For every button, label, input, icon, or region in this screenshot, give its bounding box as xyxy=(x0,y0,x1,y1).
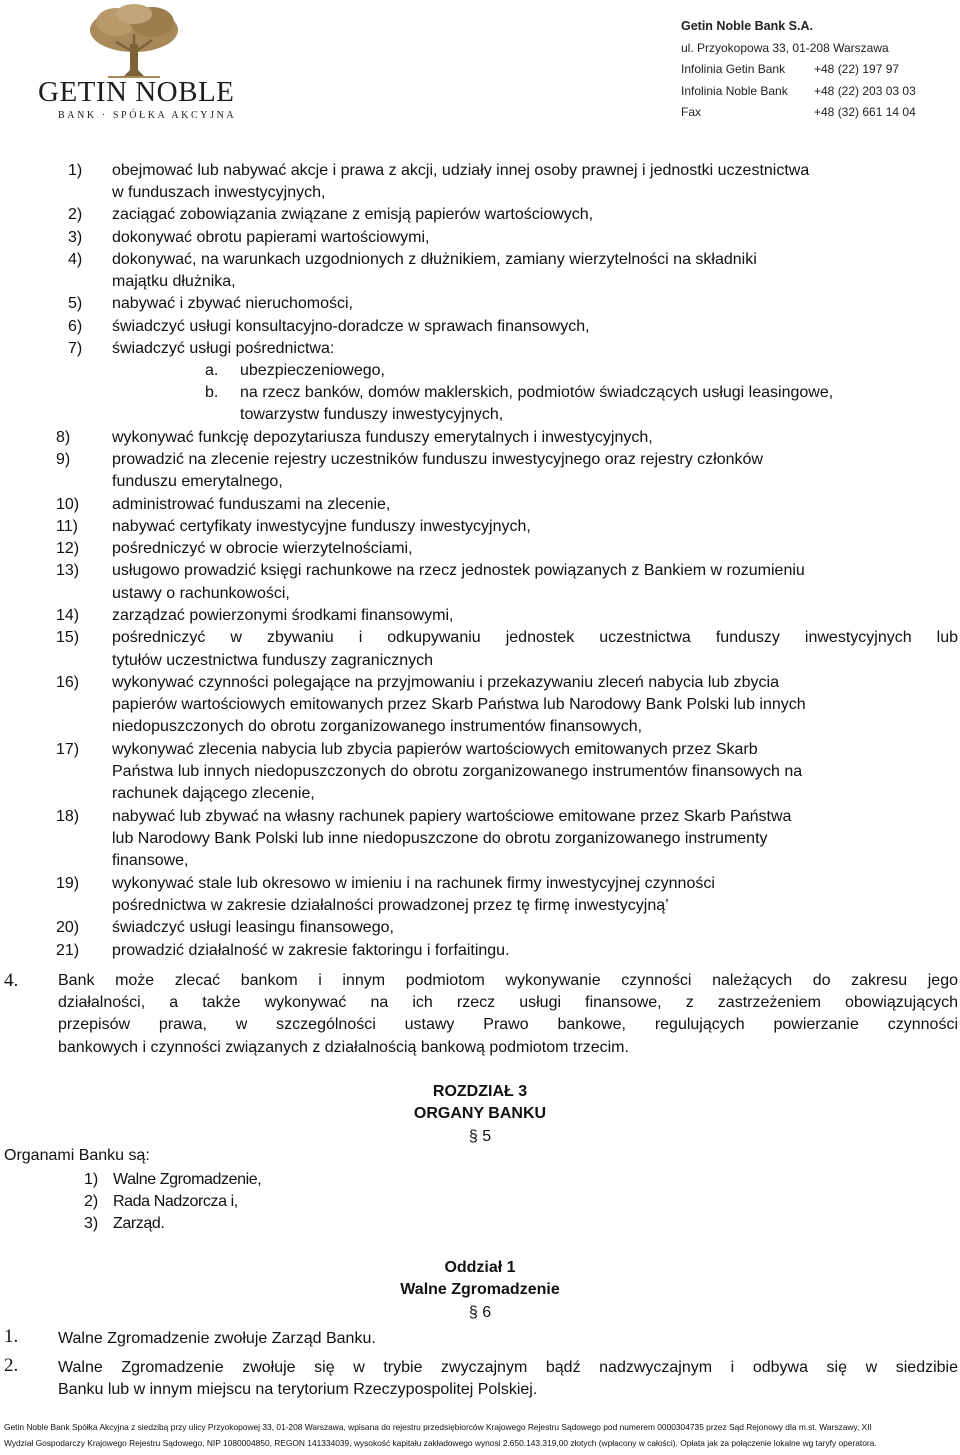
list-item-number: 2) xyxy=(68,206,83,223)
list-item-number: 20) xyxy=(56,919,80,936)
list-item-text: w funduszach inwestycyjnych, xyxy=(112,184,326,201)
list-item-text: niedopuszczonych do obrotu zorganizowanego instrumentów finansowych, xyxy=(112,718,643,735)
list-item-text: pośrednictwa w zakresie działalności prowadzonej przez tę firmę inwestycyjną’ xyxy=(112,897,669,914)
list-item-text: wykonywać funkcję depozytariusza funduszy emerytalnych i inwestycyjnych, xyxy=(112,429,653,446)
list-item-text: pośredniczyć w obrocie wierzytelnościami, xyxy=(112,540,413,557)
list-item-text: papierów wartościowych emitowanych przez Skarb Państwa lub Narodowy Bank Polski lub innych xyxy=(112,696,806,713)
sublist-item-text: ubezpieczeniowego, xyxy=(240,362,385,379)
list-item-number: 14) xyxy=(56,607,80,624)
company-name: Getin Noble Bank S.A. xyxy=(681,19,813,33)
section-number: § 5 xyxy=(468,1128,492,1145)
list-item-text: prowadzić na zlecenie rejestry uczestników funduszu inwestycyjnego oraz rejestry członków xyxy=(112,451,763,468)
sublist-item-text: towarzystw funduszy inwestycyjnych, xyxy=(240,406,504,423)
list-item-number: 9) xyxy=(56,451,71,468)
paragraph-text: Walne Zgromadzenie zwołuje Zarząd Banku. xyxy=(58,1330,376,1347)
paragraph-number: 4. xyxy=(4,970,19,991)
division-subtitle: Walne Zgromadzenie xyxy=(400,1281,560,1298)
chapter-title: ROZDZIAŁ 3 xyxy=(432,1083,528,1100)
oak-tree-logo-icon xyxy=(86,4,182,80)
logo-wordmark: GETIN NOBLE xyxy=(38,76,235,108)
organ-name: Rada Nadzorcza i, xyxy=(113,1193,238,1210)
paragraph-text: Bank może zlecać bankom i innym podmiotom wykonywanie czynności należących do zakresu jego xyxy=(58,972,958,989)
list-item-number: 15) xyxy=(56,629,80,646)
organ-number: 1) xyxy=(84,1171,99,1188)
list-item-text: świadczyć usługi konsultacyjno-doradcze w sprawach finansowych, xyxy=(112,318,590,335)
list-item-text: pośredniczyć w zbywaniu i odkupywaniu jednostek uczestnictwa funduszy inwestycyjnych lub xyxy=(112,629,958,646)
organ-number: 2) xyxy=(84,1193,99,1210)
paragraph-number: 2. xyxy=(4,1355,19,1376)
sublist-item-letter: a. xyxy=(205,362,219,379)
list-item-number: 11) xyxy=(56,518,78,535)
contact-row xyxy=(681,102,916,124)
list-item-text: prowadzić działalność w zakresie faktoringu i forfaitingu. xyxy=(112,942,510,959)
list-item-text: dokonywać obrotu papierami wartościowymi, xyxy=(112,229,430,246)
list-item-text: Państwa lub innych niedopuszczonych do obrotu zorganizowanego instrumentów finansowych na xyxy=(112,763,803,780)
contact-value: +48 (22) 197 97 xyxy=(814,62,900,76)
organs-intro: Organami Banku są: xyxy=(4,1147,150,1164)
company-address: ul. Przyokopowa 33, 01-208 Warszawa xyxy=(681,40,889,55)
footer-line: Getin Noble Bank Spółka Akcyjna z siedzibą przy ulicy Przyokopowej 33, 01-208 Warszawa, wpisana do rejestru przedsiębiorców Krajowego Rejestru Sądowego pod numerem 0000304735 przez Sąd Rejonowy dla m.st. Warszawy, XII xyxy=(4,1422,872,1432)
logo-tagline: BANK · SPÓŁKA AKCYJNA xyxy=(58,110,237,121)
list-item-text: dokonywać, na warunkach uzgodnionych z dłużnikiem, zamiany wierzytelności na składniki xyxy=(112,251,757,268)
paragraph-number: 1. xyxy=(4,1326,19,1347)
paragraph-text: Banku lub w innym miejscu na terytorium Rzeczypospolitej Polskiej. xyxy=(58,1381,538,1398)
division-title: Oddział 1 xyxy=(444,1259,516,1276)
list-item-number: 21) xyxy=(56,942,80,959)
list-item-number: 1) xyxy=(68,162,83,179)
contact-label: Infolinia Noble Bank xyxy=(681,83,788,98)
list-item-text: nabywać lub zbywać na własny rachunek papiery wartościowe emitowane przez Skarb Państwa xyxy=(112,808,792,825)
organ-number: 3) xyxy=(84,1215,99,1232)
list-item-text: rachunek dającego zlecenie, xyxy=(112,785,315,802)
contact-label: Fax xyxy=(681,105,702,119)
list-item-text: wykonywać stale lub okresowo w imieniu i na rachunek firmy inwestycyjnej czynności xyxy=(112,875,715,892)
list-item-number: 17) xyxy=(56,741,80,758)
organ-name: Zarząd. xyxy=(113,1215,165,1232)
paragraph-text: bankowych i czynności związanych z działalnością bankową podmiotom trzecim. xyxy=(58,1039,629,1056)
company-address-block xyxy=(681,16,916,124)
contact-value: +48 (22) 203 03 03 xyxy=(814,83,916,98)
list-item-text: świadczyć usługi leasingu finansowego, xyxy=(112,919,394,936)
contact-label: Infolinia Getin Bank xyxy=(681,62,786,76)
list-item-number: 19) xyxy=(56,875,80,892)
list-item-text: majątku dłużnika, xyxy=(112,273,236,290)
paragraph-text: Walne Zgromadzenie zwołuje się w trybie zwyczajnym bądź nadzwyczajnym i odbywa się w siedzibie xyxy=(58,1359,958,1376)
list-item-text: świadczyć usługi pośrednictwa: xyxy=(112,340,335,357)
list-item-number: 13) xyxy=(56,562,80,579)
list-item-text: nabywać i zbywać nieruchomości, xyxy=(112,295,353,312)
contact-value: +48 (32) 661 14 04 xyxy=(814,105,916,119)
list-item-text: zarządzać powierzonymi środkami finansowymi, xyxy=(112,607,454,624)
list-item-number: 7) xyxy=(68,340,83,357)
list-item-number: 8) xyxy=(56,429,71,446)
list-item-text: zaciągać zobowiązania związane z emisją papierów wartościowych, xyxy=(112,206,594,223)
list-item-text: obejmować lub nabywać akcje i prawa z akcji, udziały innej osoby prawnej i jednostki uczestnictwa xyxy=(112,162,810,179)
contact-row xyxy=(681,59,916,81)
list-item-number: 12) xyxy=(56,540,80,557)
list-item-number: 3) xyxy=(68,229,83,246)
organ-name: Walne Zgromadzenie, xyxy=(113,1171,262,1188)
footer-line: Wydział Gospodarczy Krajowego Rejestru Sądowego, NIP 1080004850, REGON 141334039, wysokość kapitału zakładowego wynosi 2.650.143.319,00 złotych (wpłacony w całości). Opłata jak za połączenie lokalne wg taryfy operatora. xyxy=(4,1437,877,1448)
sublist-item-text: na rzecz banków, domów maklerskich, podmiotów świadczących usługi leasingowe, xyxy=(240,384,834,401)
paragraph-text: przepisów prawa, w szczególności ustawy Prawo bankowe, regulujących powierzanie czynności xyxy=(58,1016,958,1033)
list-item-text: nabywać certyfikaty inwestycyjne funduszy inwestycyjnych, xyxy=(112,518,531,535)
list-item-text: funduszu emerytalnego, xyxy=(112,473,283,490)
list-item-text: wykonywać zlecenia nabycia lub zbycia papierów wartościowych emitowanych przez Skarb xyxy=(112,741,758,758)
list-item-number: 4) xyxy=(68,251,83,268)
chapter-subtitle: ORGANY BANKU xyxy=(413,1105,547,1122)
list-item-text: usługowo prowadzić księgi rachunkowe na rzecz jednostek powiązanych z Bankiem w rozumieniu xyxy=(112,562,805,579)
list-item-text: lub Narodowy Bank Polski lub inne niedopuszczone do obrotu zorganizowanego instrumenty xyxy=(112,830,768,847)
sublist-item-letter: b. xyxy=(205,384,219,401)
list-item-text: ustawy o rachunkowości, xyxy=(112,585,290,602)
list-item-number: 10) xyxy=(56,496,80,513)
paragraph-text: działalności, a także wykonywać na ich rzecz usługi finansowe, z zastrzeżeniem obowiązujących xyxy=(58,994,958,1011)
contact-row xyxy=(681,81,916,103)
list-item-text: finansowe, xyxy=(112,852,189,869)
legal-footer xyxy=(0,1420,960,1451)
list-item-number: 6) xyxy=(68,318,83,335)
list-item-number: 18) xyxy=(56,808,80,825)
section-number: § 6 xyxy=(468,1304,492,1321)
list-item-text: administrować funduszami na zlecenie, xyxy=(112,496,391,513)
list-item-number: 16) xyxy=(56,674,80,691)
list-item-number: 5) xyxy=(68,295,83,312)
list-item-text: wykonywać czynności polegające na przyjmowaniu i przekazywaniu zleceń nabycia lub zbycia xyxy=(112,674,779,691)
list-item-text: tytułów uczestnictwa funduszy zagranicznych xyxy=(112,652,434,669)
